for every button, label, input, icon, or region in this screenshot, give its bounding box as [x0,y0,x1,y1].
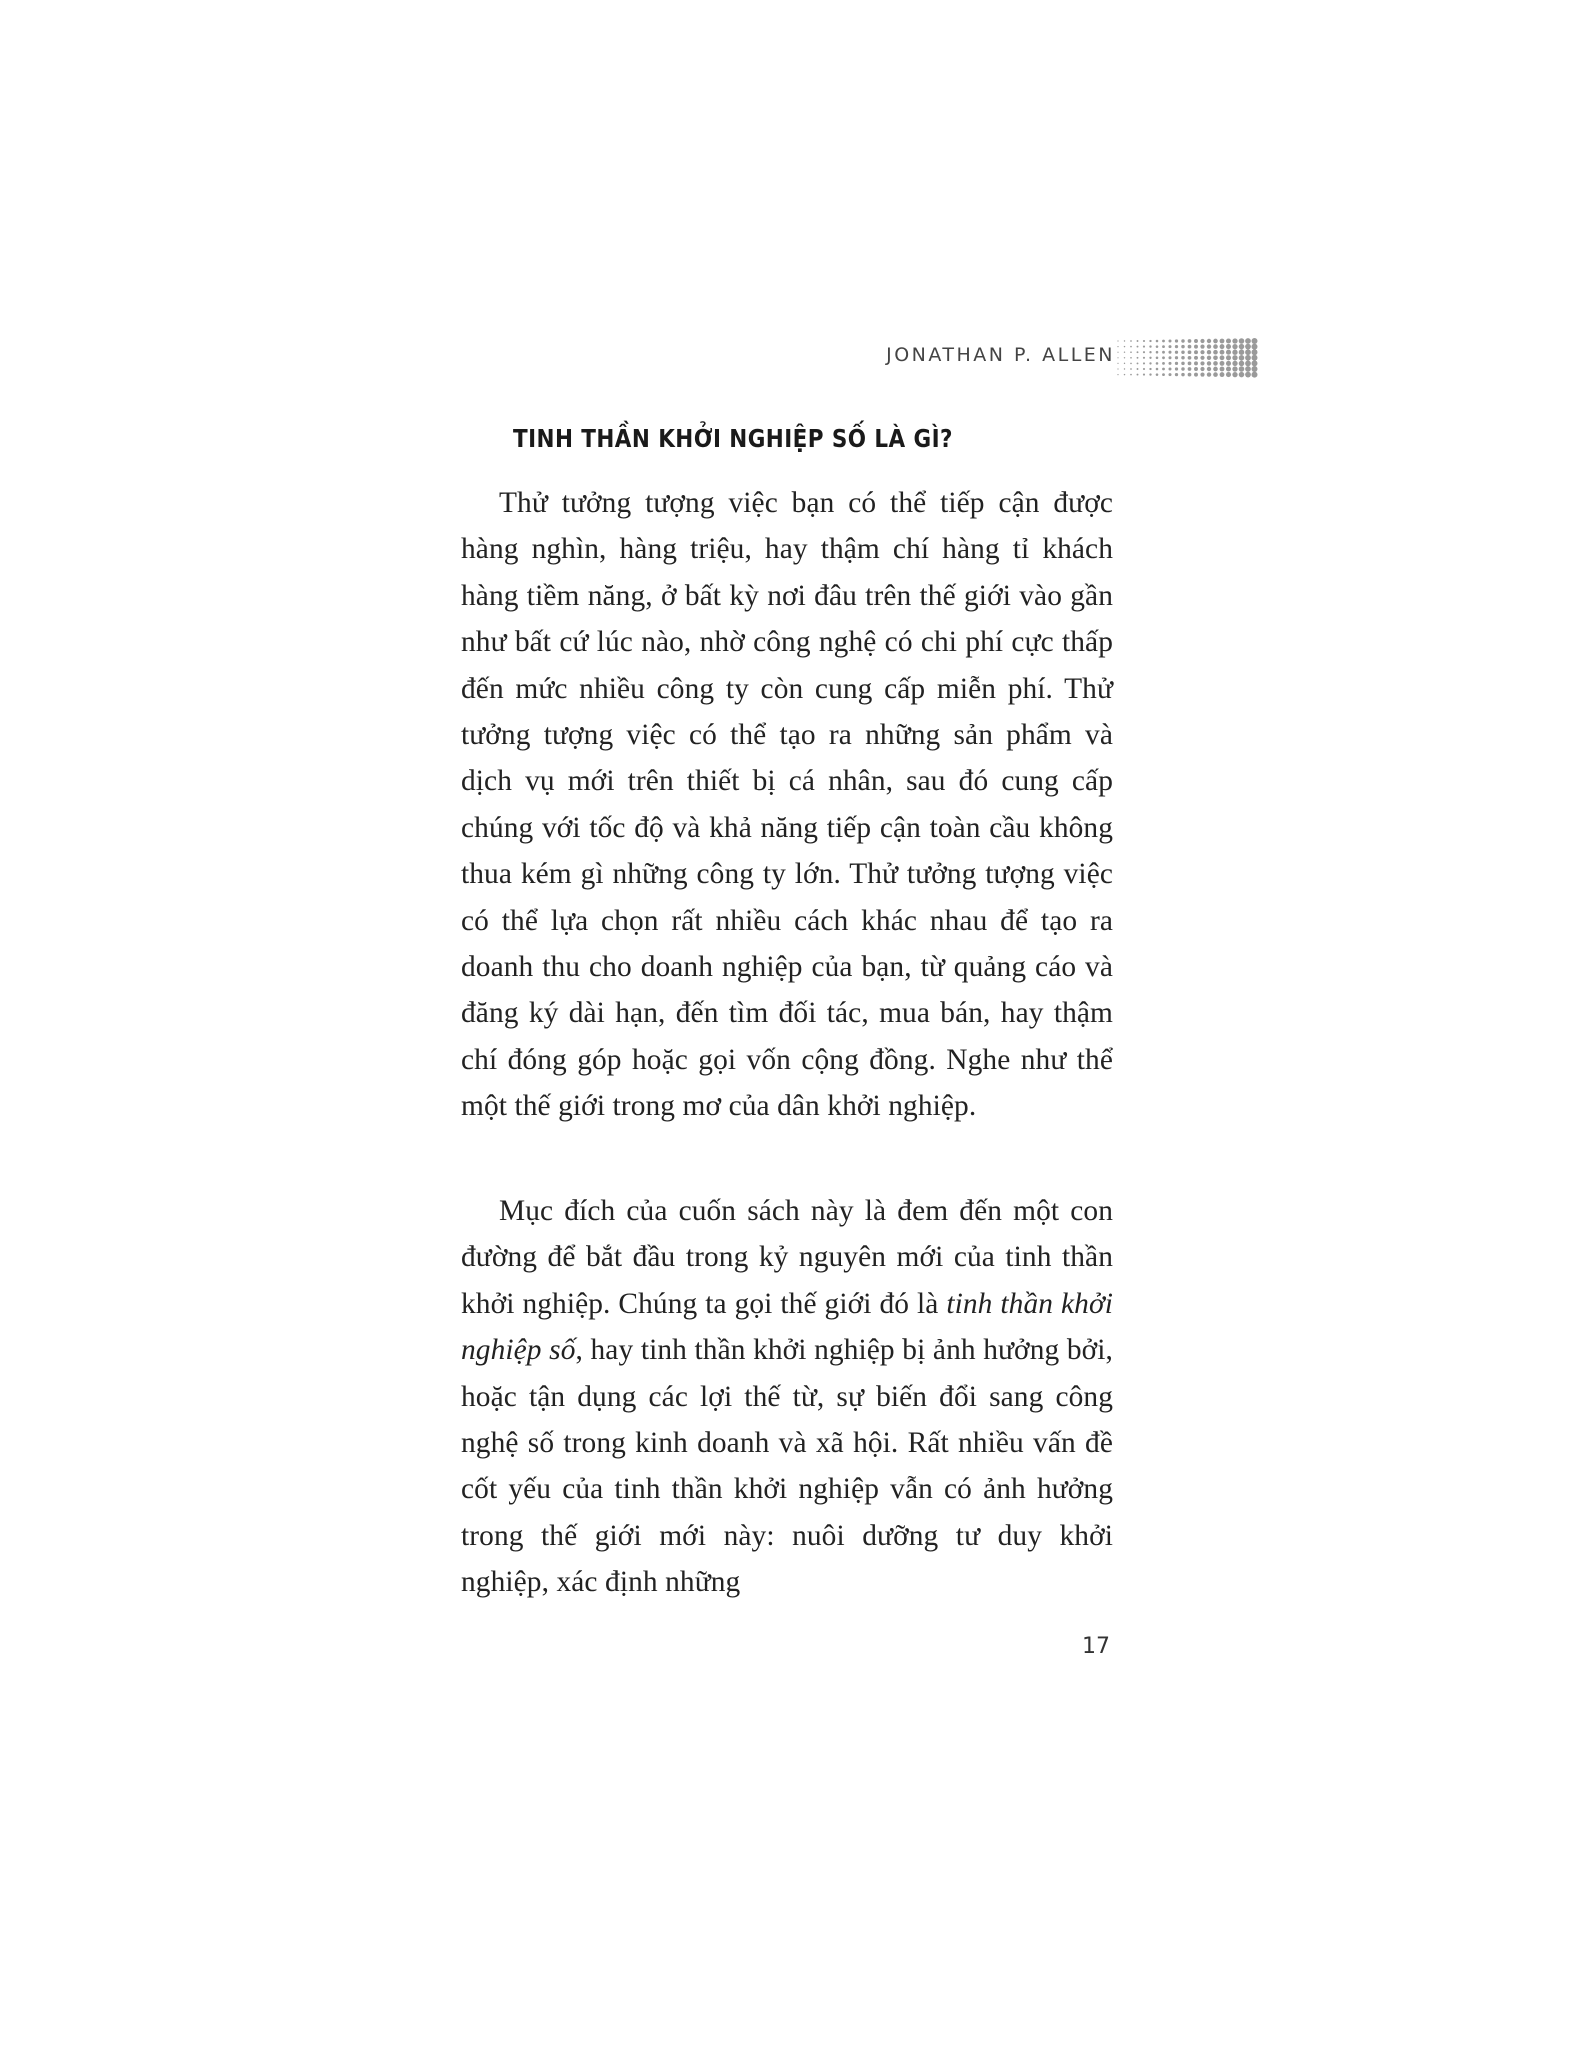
halftone-dot [1226,372,1231,377]
halftone-dot [1162,368,1165,371]
body-paragraph-1: Thử tưởng tượng việc bạn có thể tiếp cận được hàng nghìn, hàng triệu, hay thậm chí hàng tỉ khách hàng tiềm năng, ở bất kỳ nơi đâu trên thế giới vào gần như bất cứ lúc nào, nhờ công nghệ có chi phí cực thấp đến mức nhiều công ty còn cung cấp miễn phí. Thử tưởng tượng việc có thể tạo ra những sản phẩm và dịch vụ mới trên thiết bị cá nhân, sau đó cung cấp chúng với tốc độ và khả năng tiếp cận toàn cầu không thua kém gì những công ty lớn. Thử tưởng tượng việc có thể lựa chọn rất nhiều cách khác nhau để tạo ra doanh thu cho doanh nghiệp của bạn, từ quảng cáo và đăng ký dài hạn, đến tìm đối tác, mua bán, hay thậm chí đóng góp hoặc gọi vốn cộng đồng. Nghe như thể một thế giới trong mơ của dân khởi nghiệp. [461,487,1113,1123]
halftone-dot [1181,373,1184,376]
halftone-dot [1232,361,1237,366]
halftone-dot [1124,368,1125,369]
halftone-dot [1175,351,1178,354]
halftone-dot [1207,356,1211,360]
halftone-dot [1207,339,1211,343]
halftone-dot [1232,350,1237,355]
halftone-dot [1188,345,1192,349]
halftone-dot [1149,362,1151,364]
halftone-dot [1188,356,1192,360]
halftone-dot [1220,355,1225,360]
halftone-dot [1117,346,1118,347]
halftone-dot [1162,351,1165,354]
halftone-dot [1117,374,1118,375]
halftone-dot [1137,346,1139,348]
halftone-dot [1213,367,1218,372]
halftone-dot [1213,339,1218,344]
halftone-dot [1245,372,1251,378]
halftone-dot [1130,340,1132,342]
halftone-dot [1194,339,1198,343]
halftone-dot [1239,372,1245,378]
halftone-dot [1168,362,1171,365]
halftone-dot [1194,373,1198,377]
halftone-dot [1181,367,1184,370]
halftone-dot [1252,344,1258,350]
halftone-dot [1252,338,1258,344]
halftone-dot [1137,368,1139,370]
halftone-dot [1220,372,1225,377]
halftone-dot-decoration [1115,338,1260,378]
halftone-dot [1175,367,1178,370]
halftone-dot [1175,356,1178,359]
halftone-dot [1200,367,1204,371]
halftone-dot [1162,356,1165,359]
halftone-dot [1188,362,1192,366]
halftone-dot [1239,338,1245,344]
halftone-dot [1245,366,1251,372]
halftone-dot [1117,340,1118,341]
halftone-dot [1130,357,1132,359]
halftone-dot [1156,357,1159,360]
halftone-dot [1149,351,1151,353]
halftone-dot [1232,338,1237,343]
halftone-dot [1156,340,1159,343]
halftone-dot [1156,368,1159,371]
halftone-dot [1137,340,1139,342]
halftone-dot [1239,366,1245,372]
halftone-dot [1252,349,1258,355]
halftone-dot [1245,361,1251,367]
halftone-dot [1124,357,1125,358]
halftone-dot [1245,344,1251,350]
halftone-dot [1194,356,1198,360]
halftone-dot [1220,361,1225,366]
halftone-dot [1124,374,1125,375]
halftone-dot [1162,345,1165,348]
halftone-dot [1149,368,1151,370]
halftone-dot [1188,373,1192,377]
halftone-dot [1207,361,1211,365]
halftone-dot [1194,367,1198,371]
halftone-dot [1156,351,1159,354]
halftone-dot [1149,357,1151,359]
halftone-dot [1213,355,1218,360]
halftone-dot [1143,340,1145,342]
halftone-dot [1213,372,1218,377]
halftone-dot [1232,372,1237,377]
halftone-dot [1232,355,1237,360]
halftone-dot [1200,345,1204,349]
halftone-dot [1226,366,1231,371]
halftone-dot [1239,349,1245,355]
halftone-dot [1220,367,1225,372]
halftone-dot [1143,368,1145,370]
halftone-dot [1213,344,1218,349]
halftone-dot [1124,363,1125,364]
halftone-dot [1252,355,1258,361]
halftone-dot [1207,367,1211,371]
halftone-dot [1252,366,1258,372]
halftone-dot [1252,372,1258,378]
halftone-dot [1130,374,1132,376]
author-name: JONATHAN P. ALLEN [886,344,1115,366]
halftone-dot [1130,368,1132,370]
halftone-dot [1194,361,1198,365]
halftone-dot [1143,351,1145,353]
halftone-dot [1156,345,1159,348]
halftone-dot [1137,357,1139,359]
halftone-dot [1226,338,1231,343]
running-header [886,338,1260,378]
halftone-dot [1168,356,1171,359]
halftone-dot [1168,345,1171,348]
halftone-dot [1213,350,1218,355]
halftone-dot [1117,352,1118,353]
body-paragraph-2 [461,1188,1113,1606]
halftone-dot [1149,345,1151,347]
halftone-dot [1156,373,1159,376]
halftone-dot [1207,372,1211,376]
halftone-dot [1143,374,1145,376]
halftone-dot [1137,362,1139,364]
halftone-dot [1181,350,1184,353]
halftone-dot [1245,349,1251,355]
halftone-dot [1175,373,1178,376]
halftone-dot [1194,350,1198,354]
halftone-dot [1207,350,1211,354]
halftone-dot [1188,350,1192,354]
page-number: 17 [1082,1634,1110,1659]
halftone-dot [1124,340,1125,341]
halftone-dot [1200,373,1204,377]
halftone-dot [1200,361,1204,365]
halftone-dot [1143,357,1145,359]
halftone-dot [1245,338,1251,344]
halftone-dot [1226,350,1231,355]
halftone-dot [1175,339,1178,342]
halftone-dot [1200,350,1204,354]
halftone-dot [1175,345,1178,348]
halftone-dot [1226,344,1231,349]
halftone-dot [1124,346,1125,347]
halftone-dot [1168,339,1171,342]
halftone-dot [1137,351,1139,353]
halftone-dot [1181,339,1184,342]
halftone-dot [1194,345,1198,349]
halftone-dot [1200,356,1204,360]
halftone-dot [1181,356,1184,359]
halftone-dot [1181,362,1184,365]
halftone-dot [1188,367,1192,371]
paragraph-2-text-end: , hay tinh thần khởi nghiệp bị ảnh hưởng bởi, hoặc tận dụng các lợi thế từ, sự biến đổi sang công nghệ số trong kinh doanh và xã hội. Rất nhiều vấn đề cốt yếu của tinh thần khởi nghiệp vẫn có ảnh hưởng trong thế giới mới này: nuôi dưỡng tư duy khởi nghiệp, xác định những [461,1334,1113,1599]
halftone-dot [1168,373,1171,376]
halftone-dot [1149,373,1151,375]
section-heading: TINH THẦN KHỞI NGHIỆP SỐ LÀ GÌ? [513,424,953,453]
halftone-dot [1149,340,1151,342]
halftone-dot [1124,351,1125,352]
halftone-dot [1117,363,1118,364]
halftone-dot [1130,346,1132,348]
italic-term: tinh thần khởi nghiệp số [461,1287,1113,1367]
halftone-dot [1117,368,1118,369]
halftone-dot [1168,351,1171,354]
halftone-dot [1232,344,1237,349]
halftone-dot [1226,361,1231,366]
halftone-dot [1162,373,1165,376]
halftone-dot [1239,361,1245,367]
halftone-dot [1220,344,1225,349]
halftone-dot [1143,346,1145,348]
halftone-dot [1213,361,1218,366]
halftone-dot [1156,362,1159,365]
halftone-dot [1220,350,1225,355]
halftone-dot [1245,355,1251,361]
halftone-dot [1162,362,1165,365]
halftone-dot [1252,360,1258,366]
halftone-dot [1226,355,1231,360]
halftone-dot [1168,367,1171,370]
halftone-dot [1239,355,1245,361]
halftone-dot [1220,339,1225,344]
halftone-dot [1188,339,1192,343]
halftone-dot [1239,344,1245,350]
halftone-dot [1207,344,1211,348]
halftone-dot [1181,345,1184,348]
halftone-dot [1175,362,1178,365]
halftone-dot [1200,339,1204,343]
halftone-dot [1130,351,1132,353]
paragraph-2-text-start: Mục đích của cuốn sách này là đem đến một con đường để bắt đầu trong kỷ nguyên mới của tinh thần khởi nghiệp. Chúng ta gọi thế giới đó là [461,1195,1113,1320]
halftone-dot [1143,362,1145,364]
halftone-dot [1137,374,1139,376]
halftone-dot [1162,340,1165,343]
halftone-dot [1117,357,1118,358]
halftone-dot [1130,363,1132,365]
halftone-dot [1232,366,1237,371]
